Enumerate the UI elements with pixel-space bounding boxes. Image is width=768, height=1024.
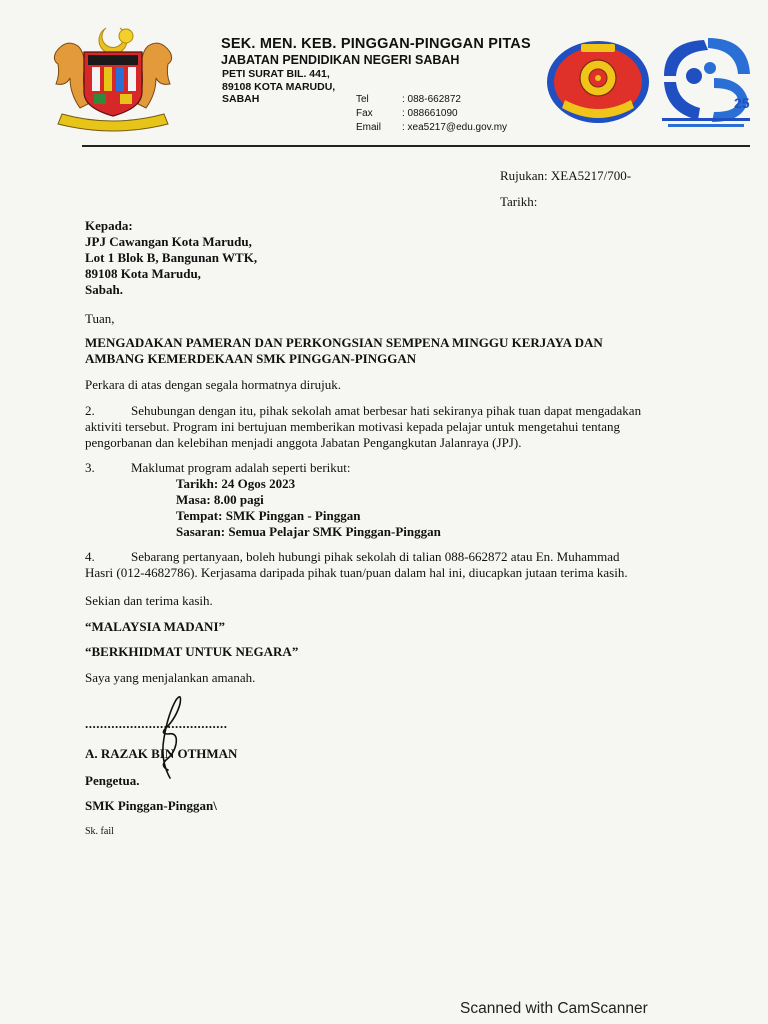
paragraph-text: Maklumat program adalah seperti berikut: <box>131 460 351 475</box>
letterhead-divider <box>82 145 750 147</box>
recipient-address <box>85 218 257 298</box>
detail-time: Masa: 8.00 pagi <box>176 492 264 507</box>
slogan-berkhidmat: “BERKHIDMAT UNTUK NEGARA” <box>85 644 299 659</box>
subject-line: MENGADAKAN PAMERAN DAN PERKONGSIAN SEMPENA MINGGU KERJAYA DAN <box>85 335 603 350</box>
contact-label: Email <box>356 122 382 133</box>
paragraph-line <box>85 403 725 419</box>
handwritten-signature <box>146 694 186 780</box>
address-line: SABAH <box>222 93 260 105</box>
paragraph-number: 4. <box>85 549 95 564</box>
subject-line: AMBANG KEMERDEKAAN SMK PINGGAN-PINGGAN <box>85 351 417 366</box>
contact-label: Fax <box>356 108 373 119</box>
paragraph-line: Hasri (012-4682786). Kerjasama daripada pihak tuan/puan dalam hal ini, diucapkan jutaan terima kasih. <box>85 565 628 580</box>
detail-target: Sasaran: Semua Pelajar SMK Pinggan-Pinggan <box>176 524 441 539</box>
recipient-line: Lot 1 Blok B, Bangunan WTK, <box>85 250 258 265</box>
reference-number: Rujukan: XEA5217/700- <box>500 168 632 183</box>
program-details <box>176 476 441 540</box>
malaysia-coat-of-arms-icon <box>48 22 178 134</box>
paragraph-line <box>85 460 725 476</box>
address-line: PETI SURAT BIL. 441, <box>222 68 330 80</box>
contact-label: Tel <box>356 94 369 105</box>
paragraph-text: Sebarang pertanyaan, boleh hubungi pihak sekolah di talian 088-662872 atau En. Muhammad <box>131 549 620 564</box>
scanner-watermark: Scanned with CamScanner <box>460 1000 648 1017</box>
address-line: 89108 KOTA MARUDU, <box>222 80 336 93</box>
paragraph-number: 2. <box>85 403 95 418</box>
contact-row-tel <box>356 93 507 107</box>
contact-value: : 088-662872 <box>402 94 461 105</box>
contact-details <box>356 93 507 135</box>
contact-value: : 088661090 <box>402 108 458 119</box>
date-label: Tarikh: <box>500 194 538 209</box>
slogan-malaysia-madani: “MALAYSIA MADANI” <box>85 619 226 634</box>
department-name: JABATAN PENDIDIKAN NEGERI SABAH <box>221 53 460 67</box>
signature-line: ...................................... <box>85 716 228 731</box>
recipient-line: Kepada: <box>85 218 133 233</box>
signer-organisation: SMK Pinggan-Pinggan\ <box>85 798 217 813</box>
school-address <box>222 68 335 106</box>
paragraph-text: Sehubungan dengan itu, pihak sekolah amat berbesar hati sekiranya pihak tuan dapat mengadakan <box>131 403 642 418</box>
logo-number: 25 <box>734 95 750 111</box>
recipient-line: Sabah. <box>85 282 123 297</box>
paragraph-3 <box>85 460 725 476</box>
school-badge-logo-icon <box>545 38 651 126</box>
carbon-copy-note: Sk. fail <box>85 826 114 837</box>
closing-remark: Sekian dan terima kasih. <box>85 593 213 608</box>
paragraph-line <box>85 549 725 565</box>
paragraph-4 <box>85 549 725 581</box>
letter-subject <box>85 335 715 367</box>
signer-title: Pengetua. <box>85 773 140 788</box>
contact-value: : xea5217@edu.gov.my <box>402 122 508 133</box>
signer-name: A. RAZAK BIN OTHMAN <box>85 746 238 761</box>
detail-venue: Tempat: SMK Pinggan - Pinggan <box>176 508 361 523</box>
paragraph-line: pengorbanan dan kelebihan menjadi anggota Jabatan Pengangkutan Jalanraya (JPJ). <box>85 435 522 450</box>
detail-date: Tarikh: 24 Ogos 2023 <box>176 476 296 491</box>
paragraph-1: Perkara di atas dengan segala hormatnya dirujuk. <box>85 377 341 392</box>
recipient-line: 89108 Kota Marudu, <box>85 266 201 281</box>
contact-row-fax <box>356 107 507 121</box>
paragraph-number: 3. <box>85 460 95 475</box>
paragraph-2 <box>85 403 725 451</box>
anniversary-25-logo-icon <box>656 32 756 132</box>
letterhead-title-block <box>221 36 531 67</box>
contact-row-email <box>356 121 507 135</box>
school-name: SEK. MEN. KEB. PINGGAN-PINGGAN PITAS <box>221 36 531 52</box>
paragraph-line: aktiviti tersebut. Program ini bertujuan memberikan motivasi kepada pelajar untuk mengetahui tentang <box>85 419 621 434</box>
recipient-line: JPJ Cawangan Kota Marudu, <box>85 234 252 249</box>
sign-off: Saya yang menjalankan amanah. <box>85 670 256 685</box>
salutation: Tuan, <box>85 311 115 326</box>
